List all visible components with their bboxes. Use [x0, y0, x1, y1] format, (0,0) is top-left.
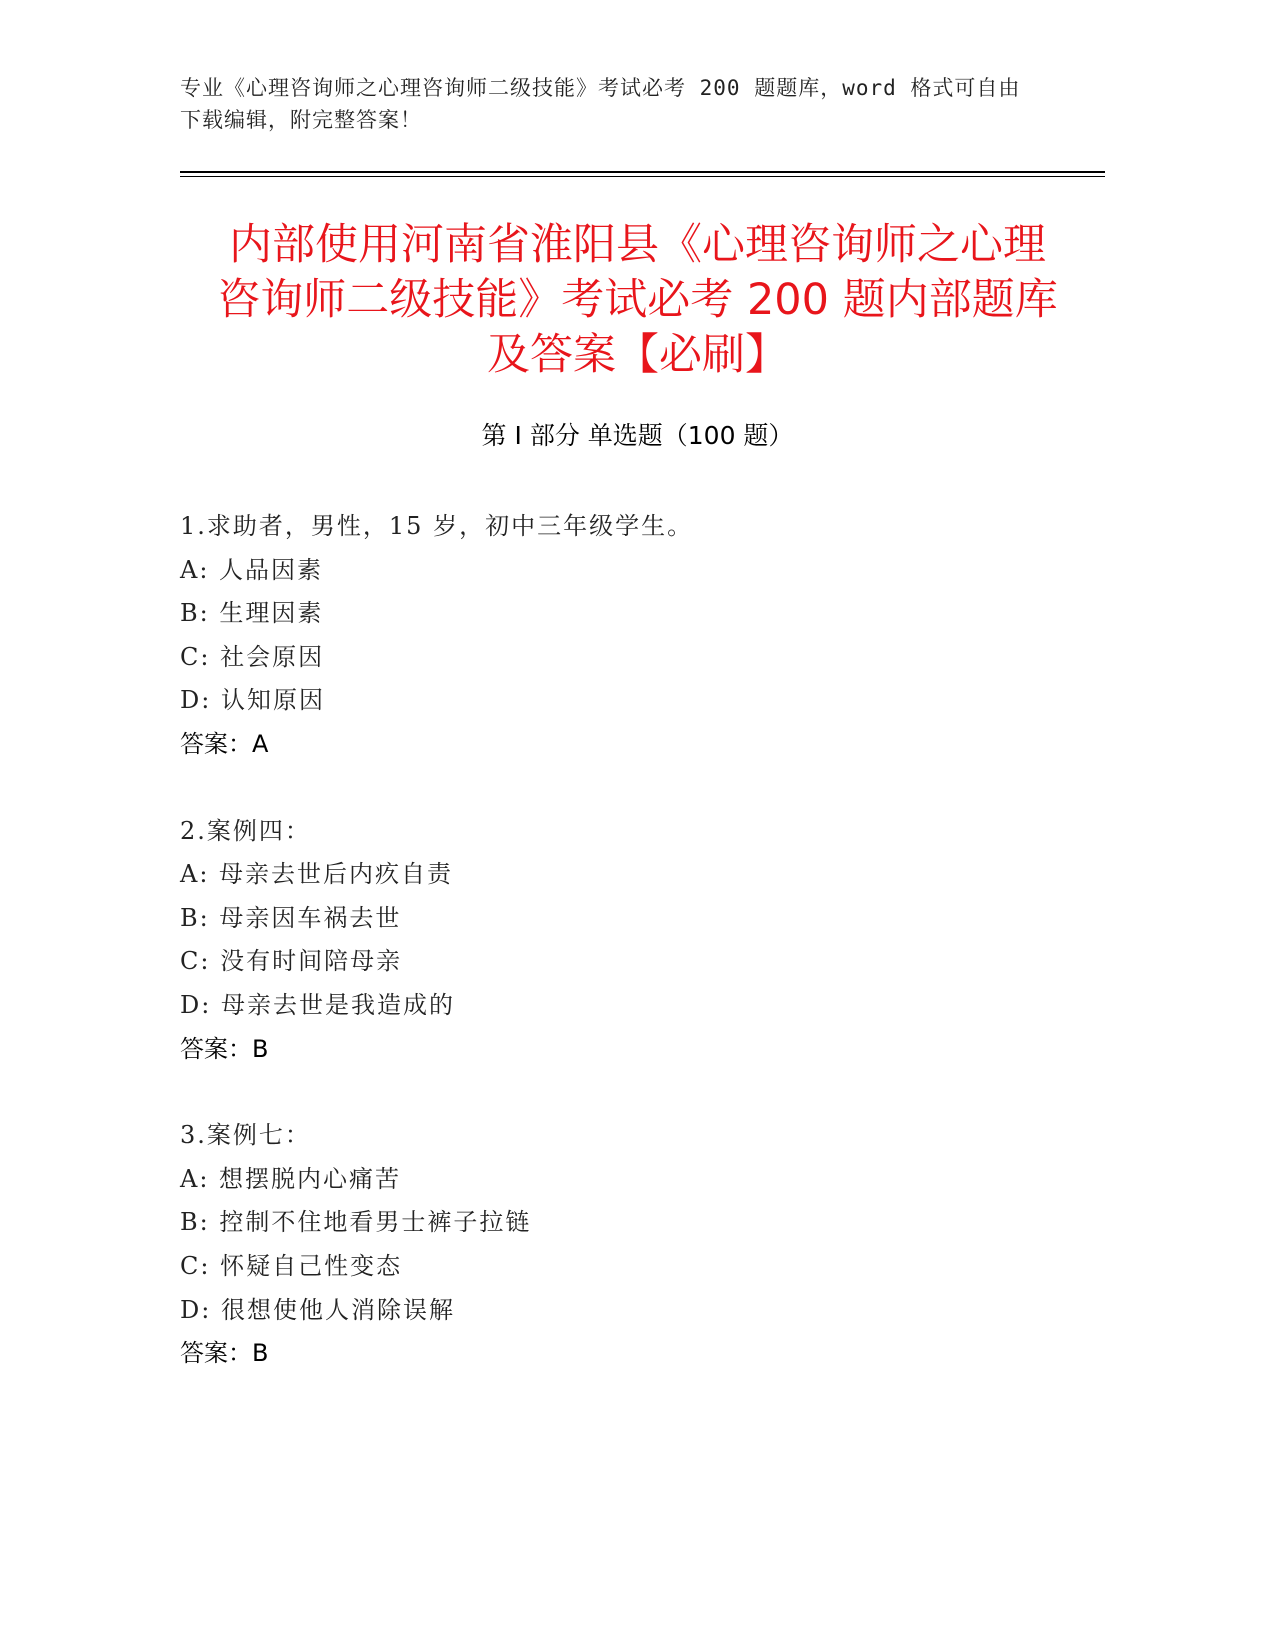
- question-stem: 2.案例四：: [180, 816, 311, 845]
- question-stem: 3.案例七：: [180, 1121, 311, 1150]
- option-a: A: 母亲去世后内疚自责: [180, 860, 454, 889]
- section-heading: 第 I 部分 单选题（100 题）: [481, 421, 794, 450]
- question-list: [180, 505, 1080, 1419]
- option-b: B: 母亲因车祸去世: [180, 903, 402, 932]
- option-a: A: 人品因素: [180, 555, 324, 584]
- question-item: [180, 1114, 1080, 1376]
- document-title: [160, 218, 1115, 383]
- question-item: [180, 810, 1080, 1072]
- answer-line: 答案：B: [180, 1034, 269, 1063]
- question-item: [180, 505, 1080, 767]
- option-d: D: 认知原因: [180, 686, 325, 715]
- title-line: 咨询师二级技能》考试必考 200 题内部题库: [217, 275, 1058, 325]
- option-d: D: 母亲去世是我造成的: [180, 990, 455, 1019]
- option-d: D: 很想使他人消除误解: [180, 1295, 455, 1324]
- option-c: C: 怀疑自己性变态: [180, 1251, 403, 1280]
- header-divider-thin: [180, 176, 1105, 177]
- title-line: 及答案【必刷】: [487, 330, 788, 380]
- option-c: C: 社会原因: [180, 642, 325, 671]
- title-line: 内部使用河南省淮阳县《心理咨询师之心理: [229, 220, 1046, 270]
- option-b: B: 控制不住地看男士裤子拉链: [180, 1208, 532, 1237]
- option-a: A: 想摆脱内心痛苦: [180, 1164, 402, 1193]
- answer-line: 答案：A: [180, 729, 269, 758]
- header-note: 专业《心理咨询师之心理咨询师二级技能》考试必考 200 题题库，word 格式可自由下载编辑，附完整答案！: [180, 76, 1021, 132]
- question-stem: 1.求助者，男性，15 岁，初中三年级学生。: [180, 512, 694, 540]
- option-c: C: 没有时间陪母亲: [180, 947, 403, 976]
- header-divider-thick: [180, 171, 1105, 173]
- answer-line: 答案：B: [180, 1339, 269, 1368]
- option-b: B: 生理因素: [180, 599, 324, 628]
